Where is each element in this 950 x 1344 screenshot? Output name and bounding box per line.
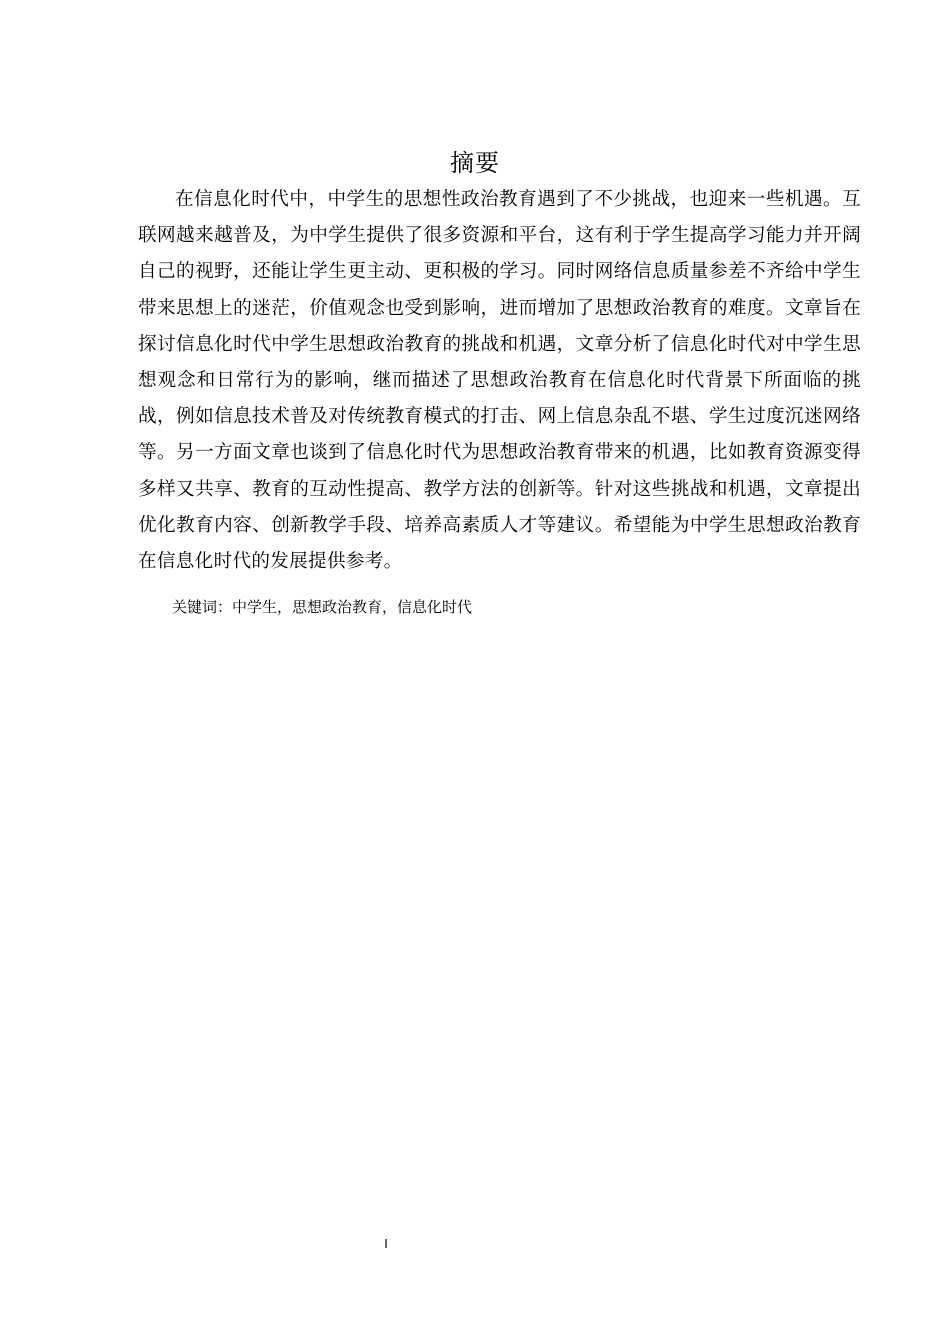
keywords-line — [172, 596, 472, 618]
keywords-label: 关键词： — [172, 598, 233, 616]
abstract-body: 在信息化时代中，中学生的思想性政治教育遇到了不少挑战，也迎来一些机遇。互联网越来越普及，为中学生提供了很多资源和平台，这有利于学生提高学习能力并开阔自己的视野，还能让学生更主动、更积极的学习。同时网络信息质量参差不齐给中学生带来思想上的迷茫，价值观念也受到影响，进而增加了思想政治教育的难度。文章旨在探讨信息化时代中学生思想政治教育的挑战和机遇，文章分析了信息化时代对中学生思想观念和日常行为的影响，继而描述了思想政治教育在信息化时代背景下所面临的挑战，例如信息技术普及对传统教育模式的打击、网上信息杂乱不堪、学生过度沉迷网络等。另一方面文章也谈到了信息化时代为思想政治教育带来的机遇，比如教育资源变得多样又共享、教育的互动性提高、教学方法的创新等。针对这些挑战和机遇，文章提出优化教育内容、创新教学手段、培养高素质人才等建议。希望能为中学生思想政治教育在信息化时代的发展提供参考。 — [138, 189, 861, 573]
abstract-title: 摘要 — [450, 149, 500, 177]
page-number: I — [384, 1237, 388, 1251]
keywords-text: 中学生，思想政治教育，信息化时代 — [232, 598, 473, 616]
